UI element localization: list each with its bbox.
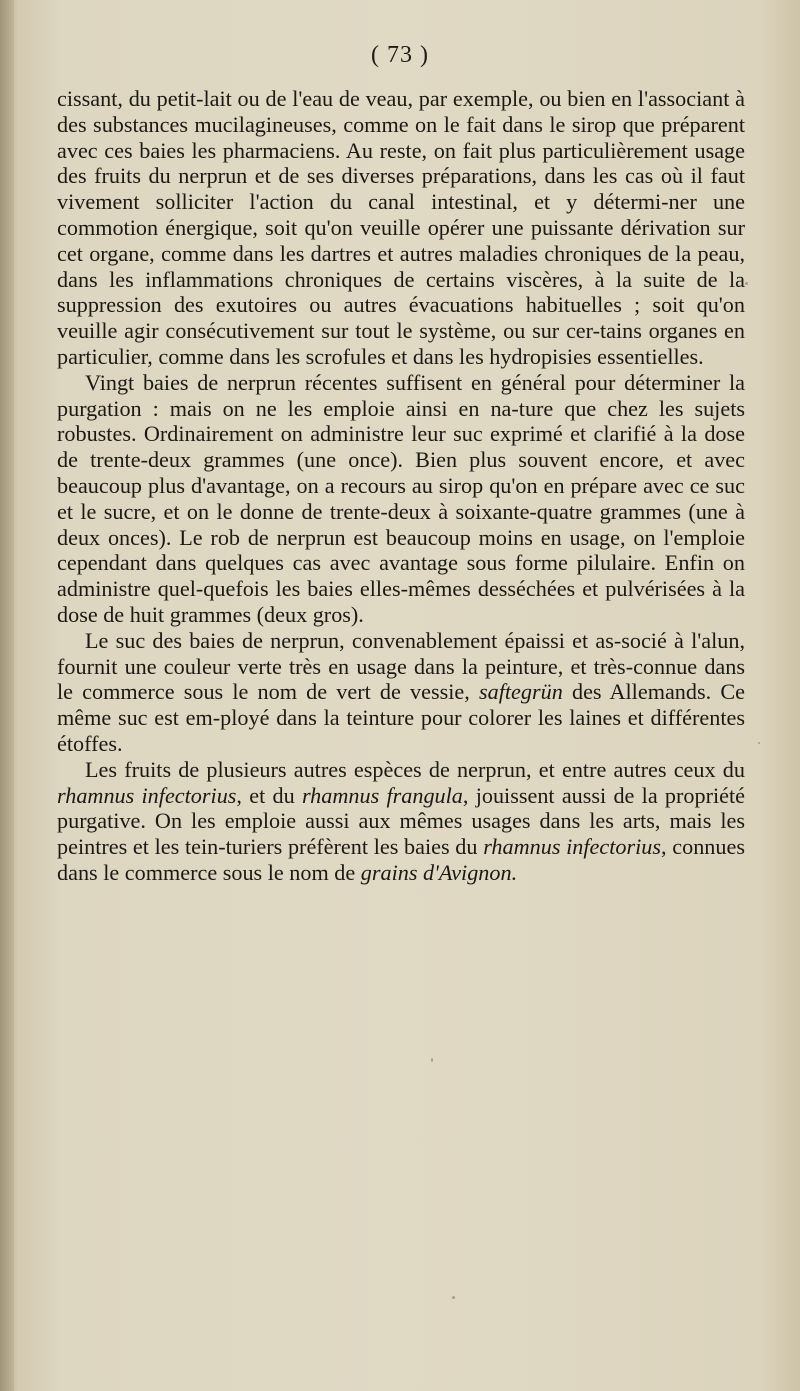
text-segment: , jouissent aussi de la propriété purgative. On les emploie aussi aux mêmes usages dans les arts, mais les peintres et les tein-turiers préfèrent les baies du: [57, 782, 745, 860]
text-segment: , et du: [236, 782, 302, 808]
paragraph-1: [57, 86, 745, 370]
page-number: ( 73 ): [371, 42, 429, 68]
text-segment: Le suc des baies de nerprun, convenablement épaissi et as-socié à l'alun, fournit une couleur verte très en usage dans la peinture, et très-connue dans le commerce sous le nom de vert de vessie,: [57, 627, 745, 705]
italic-term: saftegrün: [478, 679, 563, 705]
text-segment: des Allemands. Ce même suc est em-ployé dans la teinture pour colorer les laines et différentes étoffes.: [57, 679, 745, 756]
text-segment: , connues dans le commerce sous le nom de: [57, 834, 745, 885]
text-segment: Vingt baies de nerprun récentes suffisent en général pour déterminer la purgation : mais on ne les emploie ainsi en na-ture que chez les sujets robustes. Ordinairement on administre leur suc exprimé et clarifié à la dose de trente-deux grammes (une once). Bien plus souvent encore, et avec beaucoup plus d'avantage, on a recours au sirop qu'on en prépare avec ce suc et le sucre, et on le donne de trente-deux à soixante-quatre grammes (une à deux onces). Le rob de nerprun est beaucoup moins en usage, on l'emploie cependant dans quelques cas avec avantage sous forme pilulaire. Enfin on administre quel-quefois les baies elles-mêmes desséchées et pulvérisées à la dose de huit grammes (deux gros).: [57, 369, 745, 627]
paper-speck: [745, 282, 748, 285]
paper-speck: [758, 742, 760, 744]
page-binding-edge: [0, 0, 14, 1391]
italic-term: grains d'Avignon.: [360, 859, 518, 885]
paper-speck: [431, 1058, 433, 1062]
body-text: [57, 86, 745, 886]
text-segment: Les fruits de plusieurs autres espèces de nerprun, et entre autres ceux du: [85, 756, 745, 782]
italic-term: rhamnus infectorius: [483, 834, 662, 860]
text-segment: cissant, du petit-lait ou de l'eau de veau, par exemple, ou bien en l'associant à des substances mucilagineuses, comme on le fait dans le sirop que préparent avec ces baies les pharmaciens. Au reste, on fait plus particulièrement usage des fruits du nerprun et de ses diverses préparations, dans les cas où il faut vivement solliciter l'action du canal intestinal, et y détermi-ner une commotion énergique, soit qu'on veuille opérer une puissante dérivation sur cet organe, comme dans les dartres et autres maladies chroniques de la peau, dans les inflammations chroniques de certains viscères, à la suite de la suppression des exutoires ou autres évacuations habituelles ; soit qu'on veuille agir consécutivement sur tout le système, ou sur cer-tains organes en particulier, comme dans les scrofules et dans les hydropisies essentielles.: [57, 86, 745, 369]
italic-term: rhamnus infectorius: [57, 782, 237, 808]
paragraph-2: [57, 370, 745, 628]
paragraph-4: [57, 757, 745, 886]
paragraph-3: [57, 628, 745, 757]
paper-speck: [452, 1296, 455, 1299]
italic-term: rhamnus frangula: [301, 782, 463, 808]
